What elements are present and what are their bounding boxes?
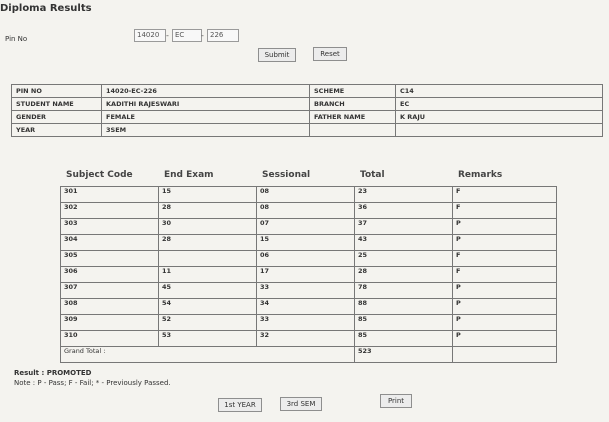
empty-cell [396,124,603,137]
sessional-cell: 34 [257,299,355,315]
marks-row [61,203,557,219]
year-value: 3SEM [102,124,310,137]
pin-separator: - [166,31,169,40]
print-button[interactable]: Print [380,394,412,408]
sessional-cell: 33 [257,315,355,331]
total-cell: 25 [355,251,453,267]
pin-part3-input[interactable]: 226 [207,29,239,42]
remark-cell: P [453,299,557,315]
total-cell: 28 [355,267,453,283]
branch-value: EC [396,98,603,111]
first-year-button[interactable]: 1st YEAR [218,398,262,412]
marks-row [61,235,557,251]
father-label: FATHER NAME [310,111,396,124]
grand-total-label: Grand Total : [61,347,355,363]
pin-separator: - [201,31,204,40]
gender-label: GENDER [12,111,102,124]
marks-row [61,299,557,315]
sessional-cell: 07 [257,219,355,235]
header-total: Total [360,170,385,180]
remark-cell: F [453,267,557,283]
third-sem-button[interactable]: 3rd SEM [280,397,322,411]
total-cell: 85 [355,315,453,331]
info-row [12,85,603,98]
marks-row [61,283,557,299]
total-cell: 88 [355,299,453,315]
subject-code-cell: 310 [61,331,159,347]
total-cell: 36 [355,203,453,219]
remark-cell: F [453,187,557,203]
total-cell: 85 [355,331,453,347]
end-exam-cell: 28 [159,235,257,251]
scheme-label: SCHEME [310,85,396,98]
subject-code-cell: 307 [61,283,159,299]
reset-button[interactable]: Reset [313,47,347,61]
end-exam-cell: 45 [159,283,257,299]
legend-note: Note : P - Pass; F - Fail; * - Previously Passed. [14,379,171,387]
remark-cell: F [453,251,557,267]
end-exam-cell: 28 [159,203,257,219]
header-end-exam: End Exam [164,170,214,180]
remark-cell: P [453,235,557,251]
submit-button[interactable]: Submit [258,48,296,62]
subject-code-cell: 303 [61,219,159,235]
subject-code-cell: 304 [61,235,159,251]
marks-row [61,251,557,267]
marks-table [60,186,557,363]
subject-code-cell: 306 [61,267,159,283]
header-subject-code: Subject Code [66,170,133,180]
remark-cell: P [453,219,557,235]
marks-row [61,219,557,235]
sessional-cell: 15 [257,235,355,251]
page-title: Diploma Results [0,3,92,14]
sessional-cell: 33 [257,283,355,299]
grand-total-value: 523 [355,347,453,363]
marks-row [61,187,557,203]
end-exam-cell: 30 [159,219,257,235]
name-value: KADITHI RAJESWARI [102,98,310,111]
end-exam-cell: 53 [159,331,257,347]
end-exam-cell: 54 [159,299,257,315]
empty-cell [453,347,557,363]
sessional-cell: 17 [257,267,355,283]
total-cell: 23 [355,187,453,203]
remark-cell: P [453,331,557,347]
sessional-cell: 08 [257,203,355,219]
pin-part2-input[interactable]: EC [172,29,202,42]
scheme-value: C14 [396,85,603,98]
end-exam-cell: 52 [159,315,257,331]
end-exam-cell [159,251,257,267]
info-row [12,111,603,124]
result-status: Result : PROMOTED [14,369,92,377]
end-exam-cell: 15 [159,187,257,203]
remark-cell: P [453,283,557,299]
marks-row [61,315,557,331]
pin-field-value: 14020-EC-226 [102,85,310,98]
name-label: STUDENT NAME [12,98,102,111]
subject-code-cell: 308 [61,299,159,315]
header-remarks: Remarks [458,170,503,180]
end-exam-cell: 11 [159,267,257,283]
sessional-cell: 32 [257,331,355,347]
gender-value: FEMALE [102,111,310,124]
sessional-cell: 06 [257,251,355,267]
pin-part1-input[interactable]: 14020 [134,29,166,42]
student-info-table [11,84,603,137]
subject-code-cell: 309 [61,315,159,331]
total-cell: 37 [355,219,453,235]
sessional-cell: 08 [257,187,355,203]
father-value: K RAJU [396,111,603,124]
grand-total-row [61,347,557,363]
remark-cell: F [453,203,557,219]
pin-label: Pin No [5,35,28,43]
subject-code-cell: 301 [61,187,159,203]
subject-code-cell: 302 [61,203,159,219]
total-cell: 43 [355,235,453,251]
info-row [12,98,603,111]
marks-row [61,267,557,283]
year-label: YEAR [12,124,102,137]
marks-row [61,331,557,347]
empty-cell [310,124,396,137]
info-row [12,124,603,137]
total-cell: 78 [355,283,453,299]
remark-cell: P [453,315,557,331]
pin-field-label: PIN NO [12,85,102,98]
header-sessional: Sessional [262,170,311,180]
branch-label: BRANCH [310,98,396,111]
subject-code-cell: 305 [61,251,159,267]
